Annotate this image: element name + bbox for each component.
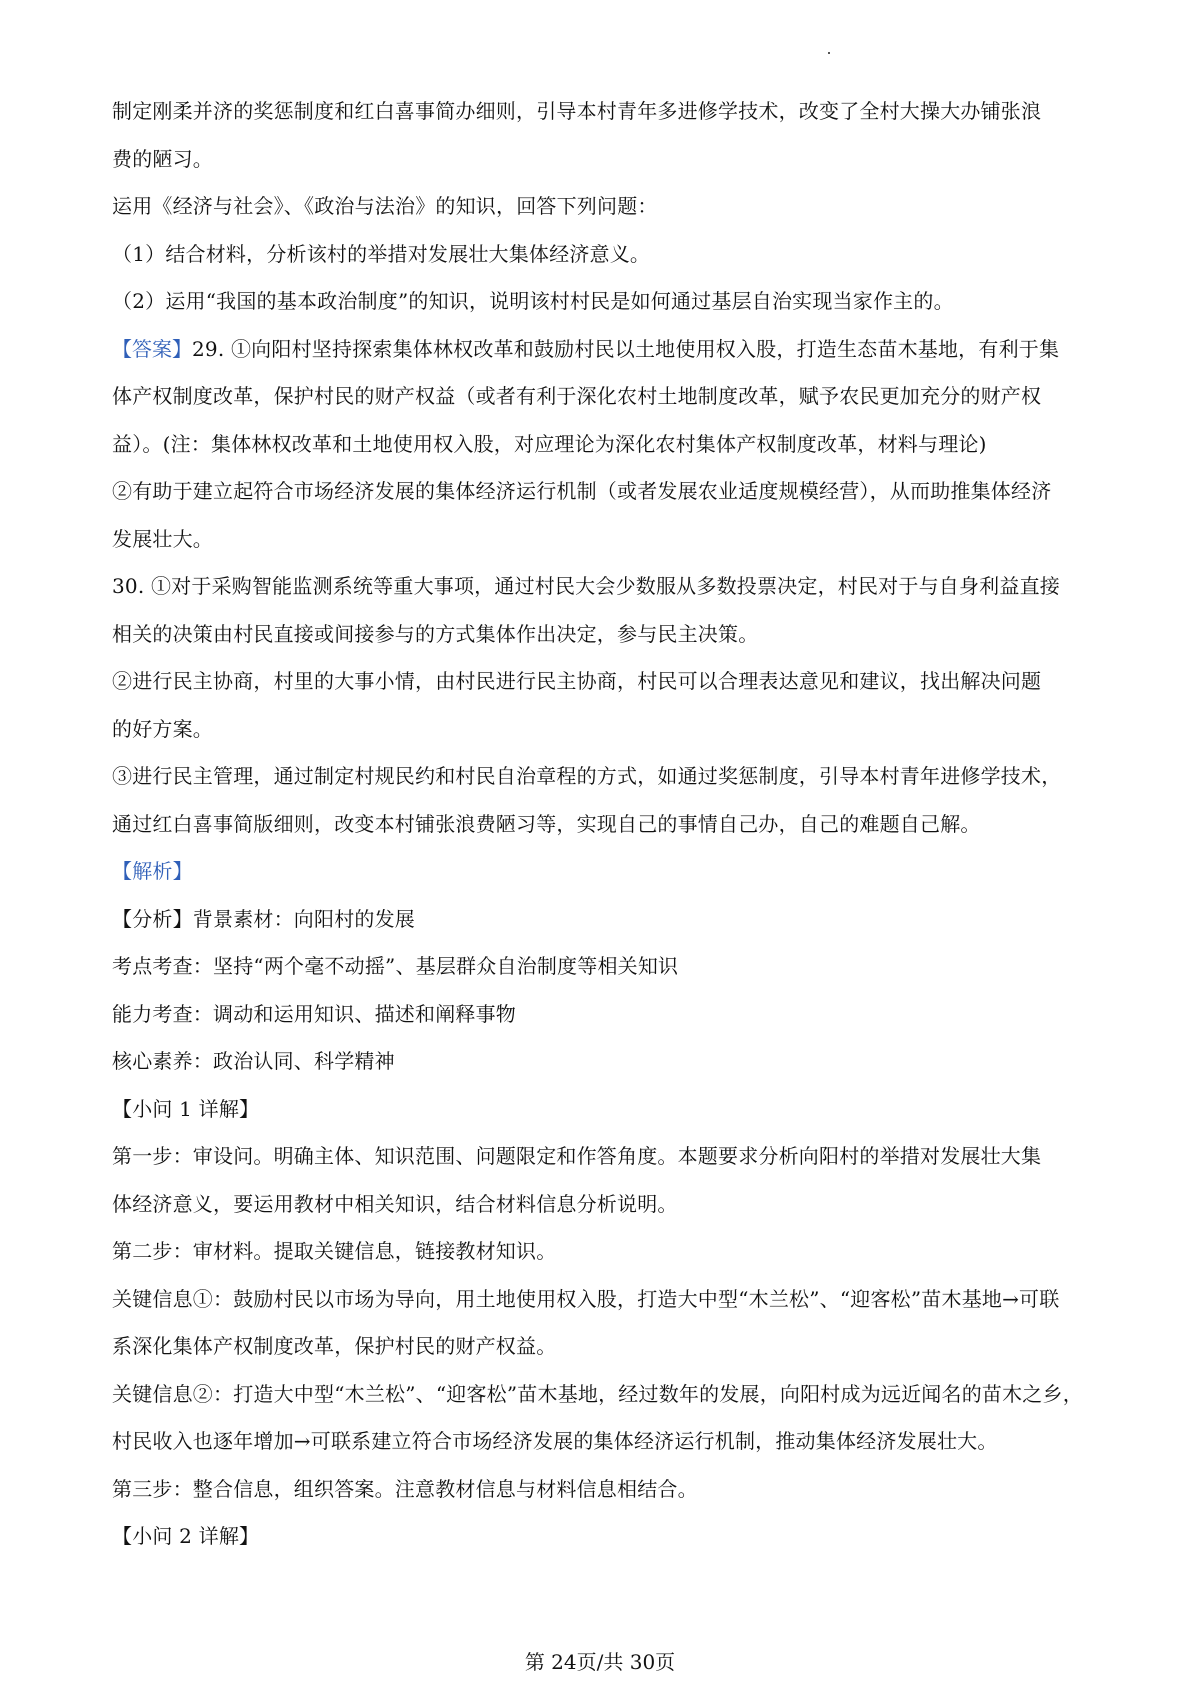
text-line: 30. ①对于采购智能监测系统等重大事项，通过村民大会少数服从多数投票决定，村民对于与自身利益直接 <box>112 574 1060 598</box>
answer-text: 29. ①向阳村坚持探索集体林权改革和鼓励村民以土地使用权入股，打造生态苗木基地，有利于集 <box>192 336 1060 361</box>
answer-tag: 【答案】 <box>112 336 192 361</box>
text-line: 【分析】背景素材：向阳村的发展 <box>112 906 415 931</box>
text-line: 费的陋习。 <box>112 146 213 171</box>
text-line: 运用《经济与社会》、《政治与法治》的知识，回答下列问题： <box>112 194 658 218</box>
document-body <box>112 88 1097 1561</box>
page-speck <box>828 52 830 54</box>
text-line: 系深化集体产权制度改革，保护村民的财产权益。 <box>112 1334 557 1358</box>
question-1: （1）结合材料，分析该村的举措对发展壮大集体经济意义。 <box>112 241 651 266</box>
subquestion-2-heading: 【小问 2 详解】 <box>112 1524 260 1548</box>
text-line: 关键信息①：鼓励村民以市场为导向，用土地使用权入股，打造大中型“木兰松”、“迎客松”苗木基地→可联 <box>112 1286 1060 1311</box>
text-line: 第一步：审设问。明确主体、知识范围、问题限定和作答角度。本题要求分析向阳村的举措对发展壮大集 <box>112 1144 1042 1168</box>
text-line: 的好方案。 <box>112 716 213 741</box>
text-line: 体经济意义，要运用教材中相关知识，结合材料信息分析说明。 <box>112 1191 678 1216</box>
text-line: ②有助于建立起符合市场经济发展的集体经济运行机制（或者发展农业适度规模经营），从而助推集体经济 <box>112 479 1052 503</box>
text-line: 村民收入也逐年增加→可联系建立符合市场经济发展的集体经济运行机制，推动集体经济发展壮大。 <box>112 1429 998 1453</box>
text-line: 益）。(注：集体林权改革和土地使用权入股，对应理论为深化农村集体产权制度改革，材料与理论) <box>112 431 987 456</box>
text-line: ③进行民主管理，通过制定村规民约和村民自治章程的方式，如通过奖惩制度，引导本村青年进修学技术， <box>112 764 1062 788</box>
text-line: 体产权制度改革，保护村民的财产权益（或者有利于深化农村土地制度改革，赋予农民更加充分的财产权 <box>112 384 1042 408</box>
text-line: 通过红白喜事简版细则，改变本村铺张浪费陋习等，实现自己的事情自己办，自己的难题自己解。 <box>112 811 981 836</box>
analysis-tag: 【解析】 <box>112 859 193 883</box>
text-line: 第二步：审材料。提取关键信息，链接教材知识。 <box>112 1239 557 1263</box>
question-2: （2）运用“我国的基本政治制度”的知识，说明该村村民是如何通过基层自治实现当家作主的。 <box>112 289 954 313</box>
subquestion-1-heading: 【小问 1 详解】 <box>112 1096 260 1121</box>
text-line: 能力考查：调动和运用知识、描述和阐释事物 <box>112 1001 516 1026</box>
answer-line <box>112 326 1097 374</box>
text-line: 制定刚柔并济的奖惩制度和红白喜事简办细则，引导本村青年多进修学技术，改变了全村大操大办铺张浪 <box>112 99 1042 123</box>
text-line: 发展壮大。 <box>112 526 213 551</box>
text-line: 第三步：整合信息，组织答案。注意教材信息与材料信息相结合。 <box>112 1476 698 1501</box>
text-line: 核心素养：政治认同、科学精神 <box>112 1049 395 1073</box>
page-footer: 第 24页/共 30页 <box>524 1650 676 1674</box>
text-line: 考点考查：坚持“两个毫不动摇”、基层群众自治制度等相关知识 <box>112 954 679 978</box>
text-line: 关键信息②：打造大中型“木兰松”、“迎客松”苗木基地，经过数年的发展，向阳村成为远近闻名的苗木之乡， <box>112 1381 1083 1406</box>
text-line: 相关的决策由村民直接或间接参与的方式集体作出决定，参与民主决策。 <box>112 621 759 646</box>
text-line: ②进行民主协商，村里的大事小情，由村民进行民主协商，村民可以合理表达意见和建议，找出解决问题 <box>112 669 1042 693</box>
